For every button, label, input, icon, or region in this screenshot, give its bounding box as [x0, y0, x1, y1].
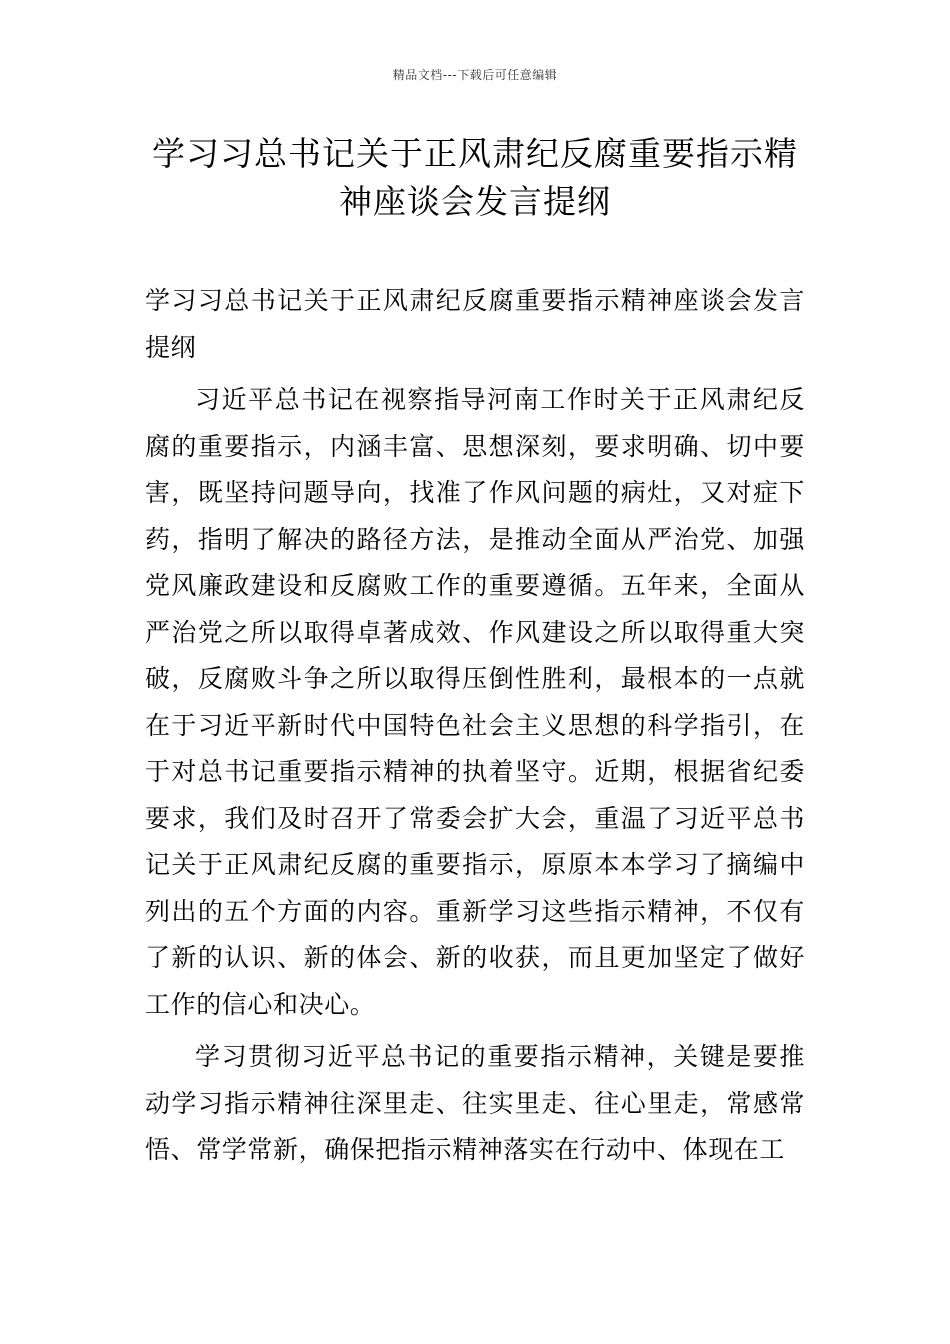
paragraph-2: 学习贯彻习近平总书记的重要指示精神，关键是要推动学习指示精神往深里走、往实里走、往心里走，常感常悟、常学常新，确保把指示精神落实在行动中、体现在工: [145, 1042, 805, 1164]
page-header-note: 精品文档---下载后可任意编辑: [392, 68, 558, 82]
title-repeat-line: 学习习总书记关于正风肃纪反腐重要指示精神座谈会发言提纲: [145, 286, 805, 362]
document-body: [145, 278, 805, 1174]
document-title: 学习习总书记关于正风肃纪反腐重要指示精神座谈会发言提纲: [152, 134, 798, 221]
paragraph-1: 习近平总书记在视察指导河南工作时关于正风肃纪反腐的重要指示，内涵丰富、思想深刻，要求明确、切中要害，既坚持问题导向，找准了作风问题的病灶，又对症下药，指明了解决的路径方法，是推动全面从严治党、加强党风廉政建设和反腐败工作的重要遵循。五年来，全面从严治党之所以取得卓著成效、作风建设之所以取得重大突破，反腐败斗争之所以取得压倒性胜利，最根本的一点就在于习近平新时代中国特色社会主义思想的科学指引，在于对总书记重要指示精神的执着坚守。近期，根据省纪委要求，我们及时召开了常委会扩大会，重温了习近平总书记关于正风肃纪反腐的重要指示，原原本本学习了摘编中列出的五个方面的内容。重新学习这些指示精神，不仅有了新的认识、新的体会、新的收获，而且更加坚定了做好工作的信心和决心。: [145, 385, 805, 1019]
